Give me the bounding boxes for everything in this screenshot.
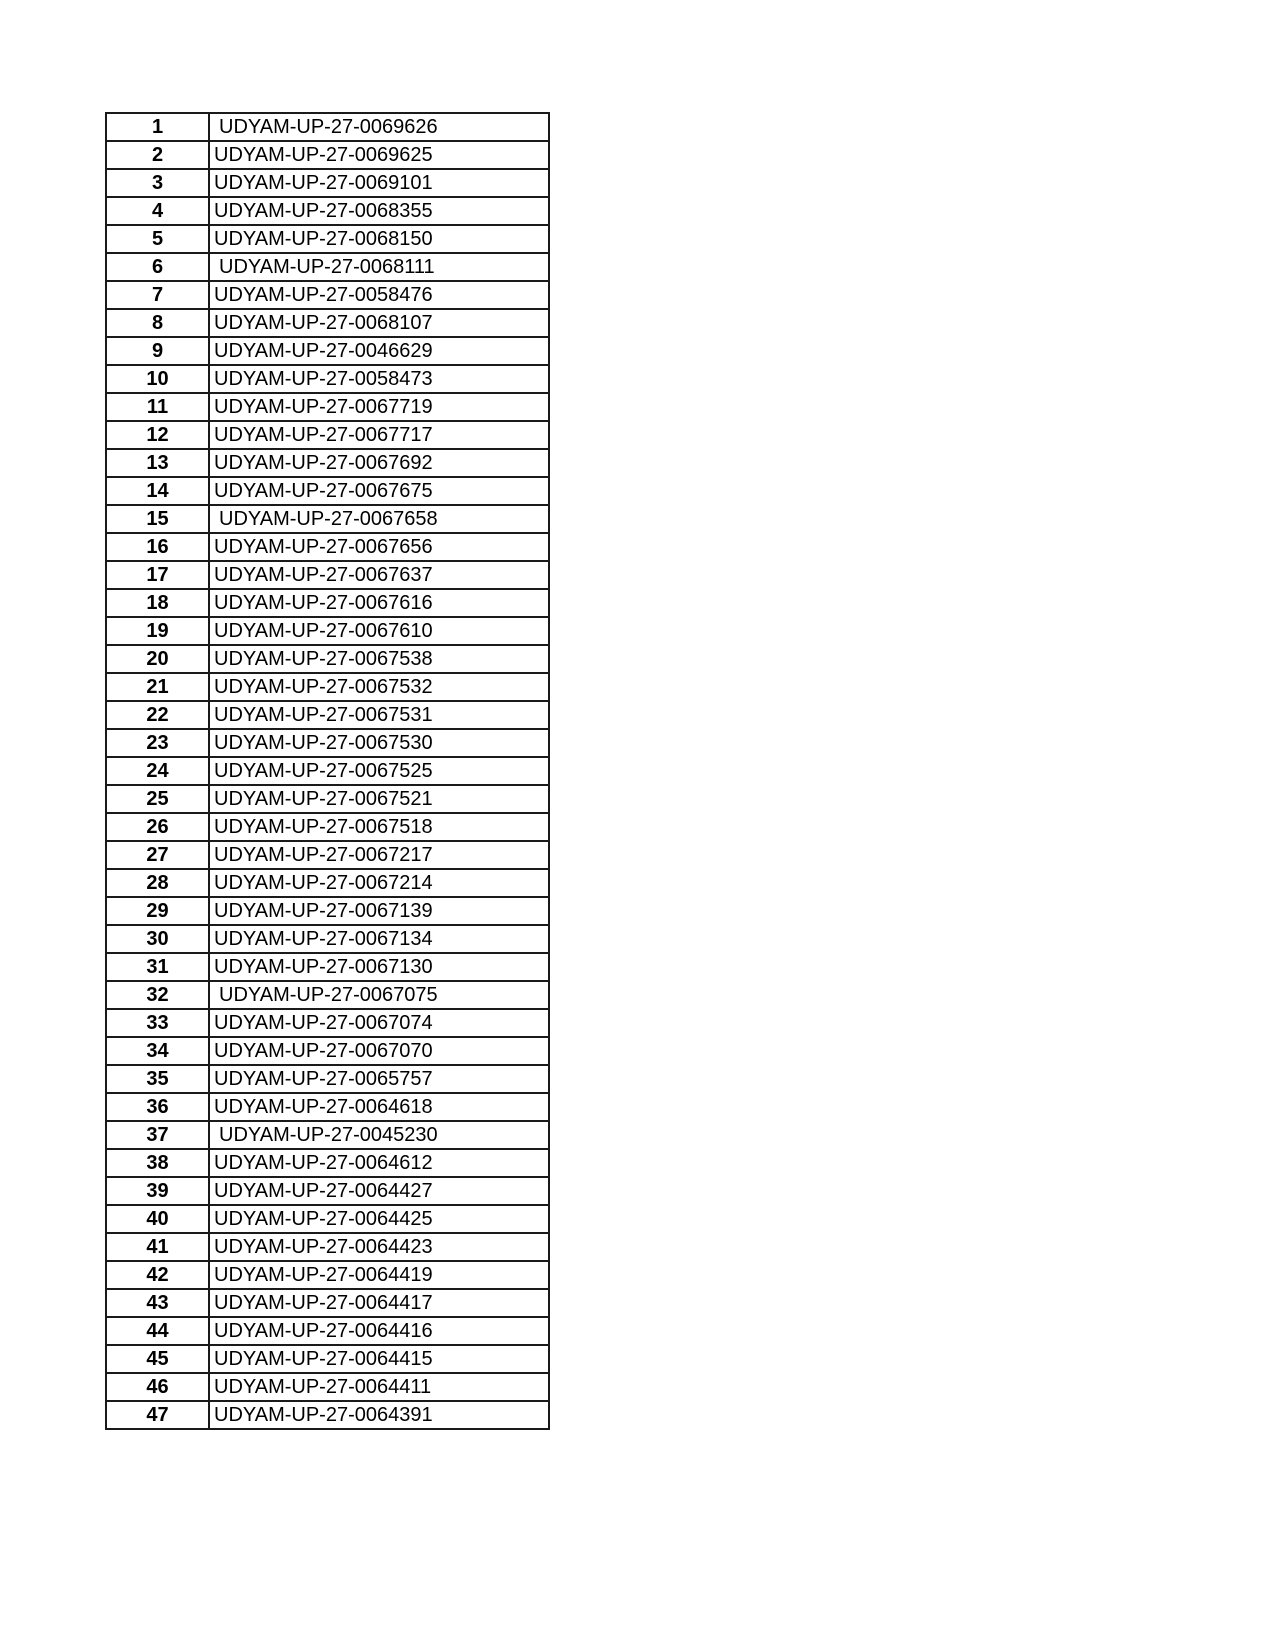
serial-number-cell: 27 — [106, 841, 209, 869]
table-row — [106, 953, 549, 981]
serial-number-cell: 29 — [106, 897, 209, 925]
udyam-registration-number-cell: UDYAM-UP-27-0067530 — [209, 729, 549, 757]
serial-number-cell: 32 — [106, 981, 209, 1009]
table-row — [106, 1093, 549, 1121]
udyam-registration-number-cell: UDYAM-UP-27-0058476 — [209, 281, 549, 309]
udyam-registration-number-cell: UDYAM-UP-27-0067637 — [209, 561, 549, 589]
serial-number-cell: 33 — [106, 1009, 209, 1037]
table-row — [106, 1345, 549, 1373]
udyam-registration-number-cell: UDYAM-UP-27-0067692 — [209, 449, 549, 477]
serial-number-cell: 17 — [106, 561, 209, 589]
udyam-registration-number-cell: UDYAM-UP-27-0067616 — [209, 589, 549, 617]
table-row — [106, 673, 549, 701]
udyam-registration-number-cell: UDYAM-UP-27-0067610 — [209, 617, 549, 645]
udyam-registration-number-cell: UDYAM-UP-27-0046629 — [209, 337, 549, 365]
serial-number-cell: 40 — [106, 1205, 209, 1233]
table-row — [106, 141, 549, 169]
udyam-registration-number-cell: UDYAM-UP-27-0067538 — [209, 645, 549, 673]
serial-number-cell: 24 — [106, 757, 209, 785]
udyam-registration-number-cell: UDYAM-UP-27-0067518 — [209, 813, 549, 841]
serial-number-cell: 11 — [106, 393, 209, 421]
table-row — [106, 393, 549, 421]
udyam-registration-number-cell: UDYAM-UP-27-0064417 — [209, 1289, 549, 1317]
table-row — [106, 1205, 549, 1233]
serial-number-cell: 9 — [106, 337, 209, 365]
serial-number-cell: 30 — [106, 925, 209, 953]
udyam-registration-number-cell: UDYAM-UP-27-0064416 — [209, 1317, 549, 1345]
table-row — [106, 1149, 549, 1177]
udyam-registration-number-cell: UDYAM-UP-27-0064427 — [209, 1177, 549, 1205]
serial-number-cell: 35 — [106, 1065, 209, 1093]
udyam-registration-number-cell: UDYAM-UP-27-0067074 — [209, 1009, 549, 1037]
table-row — [106, 365, 549, 393]
serial-number-cell: 6 — [106, 253, 209, 281]
serial-number-cell: 8 — [106, 309, 209, 337]
serial-number-cell: 38 — [106, 1149, 209, 1177]
serial-number-cell: 45 — [106, 1345, 209, 1373]
serial-number-cell: 31 — [106, 953, 209, 981]
serial-number-cell: 1 — [106, 113, 209, 141]
udyam-registration-number-cell: UDYAM-UP-27-0067521 — [209, 785, 549, 813]
table-row — [106, 1065, 549, 1093]
udyam-registration-number-cell: UDYAM-UP-27-0067130 — [209, 953, 549, 981]
registration-table-body — [106, 113, 549, 1429]
udyam-registration-number-cell: UDYAM-UP-27-0069625 — [209, 141, 549, 169]
udyam-registration-number-cell: UDYAM-UP-27-0067675 — [209, 477, 549, 505]
table-row — [106, 813, 549, 841]
udyam-registration-number-cell: UDYAM-UP-27-0067532 — [209, 673, 549, 701]
table-row — [106, 197, 549, 225]
table-row — [106, 1401, 549, 1429]
table-row — [106, 1177, 549, 1205]
serial-number-cell: 43 — [106, 1289, 209, 1317]
table-row — [106, 533, 549, 561]
udyam-registration-number-cell: UDYAM-UP-27-0067656 — [209, 533, 549, 561]
serial-number-cell: 34 — [106, 1037, 209, 1065]
serial-number-cell: 26 — [106, 813, 209, 841]
udyam-registration-number-cell: UDYAM-UP-27-0067217 — [209, 841, 549, 869]
table-row — [106, 169, 549, 197]
udyam-registration-number-cell: UDYAM-UP-27-0058473 — [209, 365, 549, 393]
serial-number-cell: 5 — [106, 225, 209, 253]
serial-number-cell: 21 — [106, 673, 209, 701]
udyam-registration-number-cell: UDYAM-UP-27-0067531 — [209, 701, 549, 729]
table-row — [106, 757, 549, 785]
table-row — [106, 337, 549, 365]
table-row — [106, 981, 549, 1009]
udyam-registration-number-cell: UDYAM-UP-27-0067525 — [209, 757, 549, 785]
serial-number-cell: 47 — [106, 1401, 209, 1429]
udyam-registration-number-cell: UDYAM-UP-27-0067139 — [209, 897, 549, 925]
table-row — [106, 281, 549, 309]
serial-number-cell: 13 — [106, 449, 209, 477]
udyam-registration-number-cell: UDYAM-UP-27-0045230 — [209, 1121, 549, 1149]
table-row — [106, 309, 549, 337]
table-row — [106, 505, 549, 533]
udyam-registration-number-cell: UDYAM-UP-27-0064618 — [209, 1093, 549, 1121]
udyam-registration-number-cell: UDYAM-UP-27-0068107 — [209, 309, 549, 337]
table-row — [106, 1233, 549, 1261]
table-row — [106, 421, 549, 449]
table-row — [106, 1261, 549, 1289]
udyam-registration-number-cell: UDYAM-UP-27-0064425 — [209, 1205, 549, 1233]
udyam-registration-number-cell: UDYAM-UP-27-0068111 — [209, 253, 549, 281]
udyam-registration-number-cell: UDYAM-UP-27-0064419 — [209, 1261, 549, 1289]
udyam-registration-number-cell: UDYAM-UP-27-0067075 — [209, 981, 549, 1009]
table-row — [106, 589, 549, 617]
udyam-registration-number-cell: UDYAM-UP-27-0064411 — [209, 1373, 549, 1401]
serial-number-cell: 7 — [106, 281, 209, 309]
registration-table — [105, 112, 550, 1430]
table-row — [106, 225, 549, 253]
table-row — [106, 253, 549, 281]
serial-number-cell: 44 — [106, 1317, 209, 1345]
table-row — [106, 477, 549, 505]
table-row — [106, 785, 549, 813]
serial-number-cell: 41 — [106, 1233, 209, 1261]
udyam-registration-number-cell: UDYAM-UP-27-0068150 — [209, 225, 549, 253]
udyam-registration-number-cell: UDYAM-UP-27-0067214 — [209, 869, 549, 897]
serial-number-cell: 10 — [106, 365, 209, 393]
serial-number-cell: 4 — [106, 197, 209, 225]
serial-number-cell: 20 — [106, 645, 209, 673]
table-row — [106, 1317, 549, 1345]
serial-number-cell: 39 — [106, 1177, 209, 1205]
serial-number-cell: 36 — [106, 1093, 209, 1121]
serial-number-cell: 15 — [106, 505, 209, 533]
serial-number-cell: 37 — [106, 1121, 209, 1149]
serial-number-cell: 16 — [106, 533, 209, 561]
udyam-registration-number-cell: UDYAM-UP-27-0069626 — [209, 113, 549, 141]
serial-number-cell: 3 — [106, 169, 209, 197]
serial-number-cell: 23 — [106, 729, 209, 757]
udyam-registration-number-cell: UDYAM-UP-27-0067070 — [209, 1037, 549, 1065]
udyam-registration-number-cell: UDYAM-UP-27-0067658 — [209, 505, 549, 533]
udyam-registration-number-cell: UDYAM-UP-27-0069101 — [209, 169, 549, 197]
table-row — [106, 841, 549, 869]
serial-number-cell: 12 — [106, 421, 209, 449]
serial-number-cell: 25 — [106, 785, 209, 813]
table-row — [106, 701, 549, 729]
table-row — [106, 869, 549, 897]
serial-number-cell: 2 — [106, 141, 209, 169]
table-row — [106, 617, 549, 645]
table-row — [106, 1009, 549, 1037]
table-row — [106, 1373, 549, 1401]
udyam-registration-number-cell: UDYAM-UP-27-0067719 — [209, 393, 549, 421]
serial-number-cell: 18 — [106, 589, 209, 617]
serial-number-cell: 42 — [106, 1261, 209, 1289]
table-row — [106, 925, 549, 953]
serial-number-cell: 22 — [106, 701, 209, 729]
udyam-registration-number-cell: UDYAM-UP-27-0064612 — [209, 1149, 549, 1177]
table-row — [106, 113, 549, 141]
table-row — [106, 1121, 549, 1149]
udyam-registration-number-cell: UDYAM-UP-27-0064415 — [209, 1345, 549, 1373]
udyam-registration-number-cell: UDYAM-UP-27-0065757 — [209, 1065, 549, 1093]
table-row — [106, 897, 549, 925]
udyam-registration-number-cell: UDYAM-UP-27-0064423 — [209, 1233, 549, 1261]
table-row — [106, 729, 549, 757]
table-row — [106, 645, 549, 673]
udyam-registration-number-cell: UDYAM-UP-27-0064391 — [209, 1401, 549, 1429]
serial-number-cell: 19 — [106, 617, 209, 645]
udyam-registration-number-cell: UDYAM-UP-27-0067717 — [209, 421, 549, 449]
table-row — [106, 1037, 549, 1065]
table-row — [106, 1289, 549, 1317]
udyam-registration-number-cell: UDYAM-UP-27-0067134 — [209, 925, 549, 953]
udyam-registration-number-cell: UDYAM-UP-27-0068355 — [209, 197, 549, 225]
serial-number-cell: 46 — [106, 1373, 209, 1401]
serial-number-cell: 28 — [106, 869, 209, 897]
table-row — [106, 561, 549, 589]
serial-number-cell: 14 — [106, 477, 209, 505]
table-row — [106, 449, 549, 477]
